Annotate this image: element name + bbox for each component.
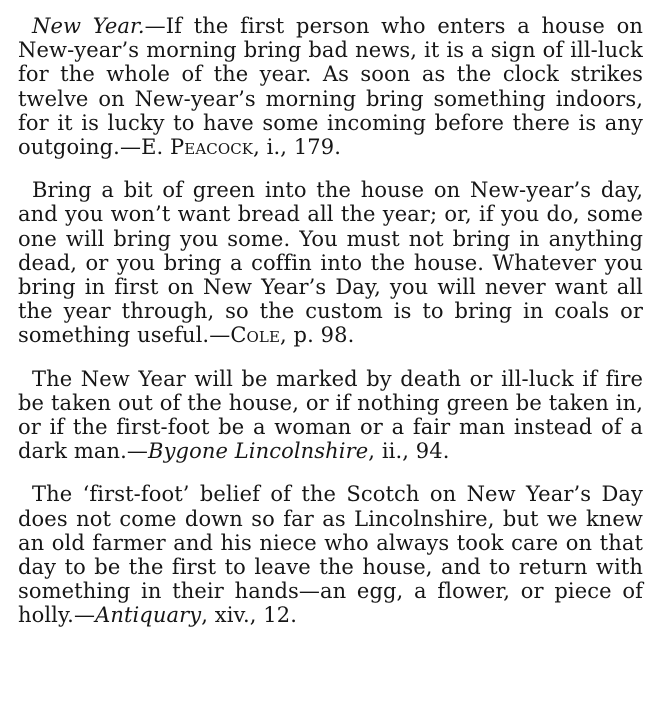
citation-reference: , i., 179.: [253, 135, 341, 160]
citation-title: Antiquary: [95, 603, 202, 628]
citation-title: Bygone Lincolnshire: [148, 439, 369, 464]
citation-reference: , p. 98.: [280, 323, 355, 348]
paragraph-new-year-ill-luck: [18, 14, 643, 159]
document-page: [18, 14, 643, 647]
citation-reference: , xiv., 12.: [201, 603, 298, 628]
heading-new-year: New Year.: [32, 14, 145, 38]
paragraph-text: The ‘first-foot’ belief of the Scotch on New Year’s Day does not come down so far as Lincolnshire, but we knew an old farmer and his niece who always took care on that day to be the first to leave the house, and to return with something in their hands—an egg, a flower, or piece of holly.—: [18, 482, 643, 628]
paragraph-death-ill-luck: [18, 367, 643, 464]
paragraph-text: The New Year will be marked by death or ill-luck if fire be taken out of the house, or if nothing green be taken in, or if the first-foot be a woman or a fair man instead of a dark man.—: [18, 366, 643, 464]
paragraph-first-foot: [18, 482, 643, 627]
paragraph-text: —If the first person who enters a house on New-year’s morning bring bad news, it is a sign of ill-luck for the whole of the year. As soon as the clock strikes twelve on New-year’s morning bring something indoors, for it is lucky to have some incoming before there is any outgoing.—: [18, 14, 643, 160]
citation-author: Cole: [230, 323, 280, 348]
citation-reference: , ii., 94.: [368, 439, 450, 464]
paragraph-text: Bring a bit of green into the house on New-year’s day, and you won’t want bread all the year; or, if you do, some one will bring you some. You must not bring in anything dead, or you bring a coffin into the house. Whatever you bring in first on New Year’s Day, you will never want all the year through, so the custom is to bring in coals or something useful.—: [18, 178, 643, 348]
paragraph-bring-green: [18, 178, 643, 347]
citation-author: E. Peacock: [141, 135, 254, 160]
